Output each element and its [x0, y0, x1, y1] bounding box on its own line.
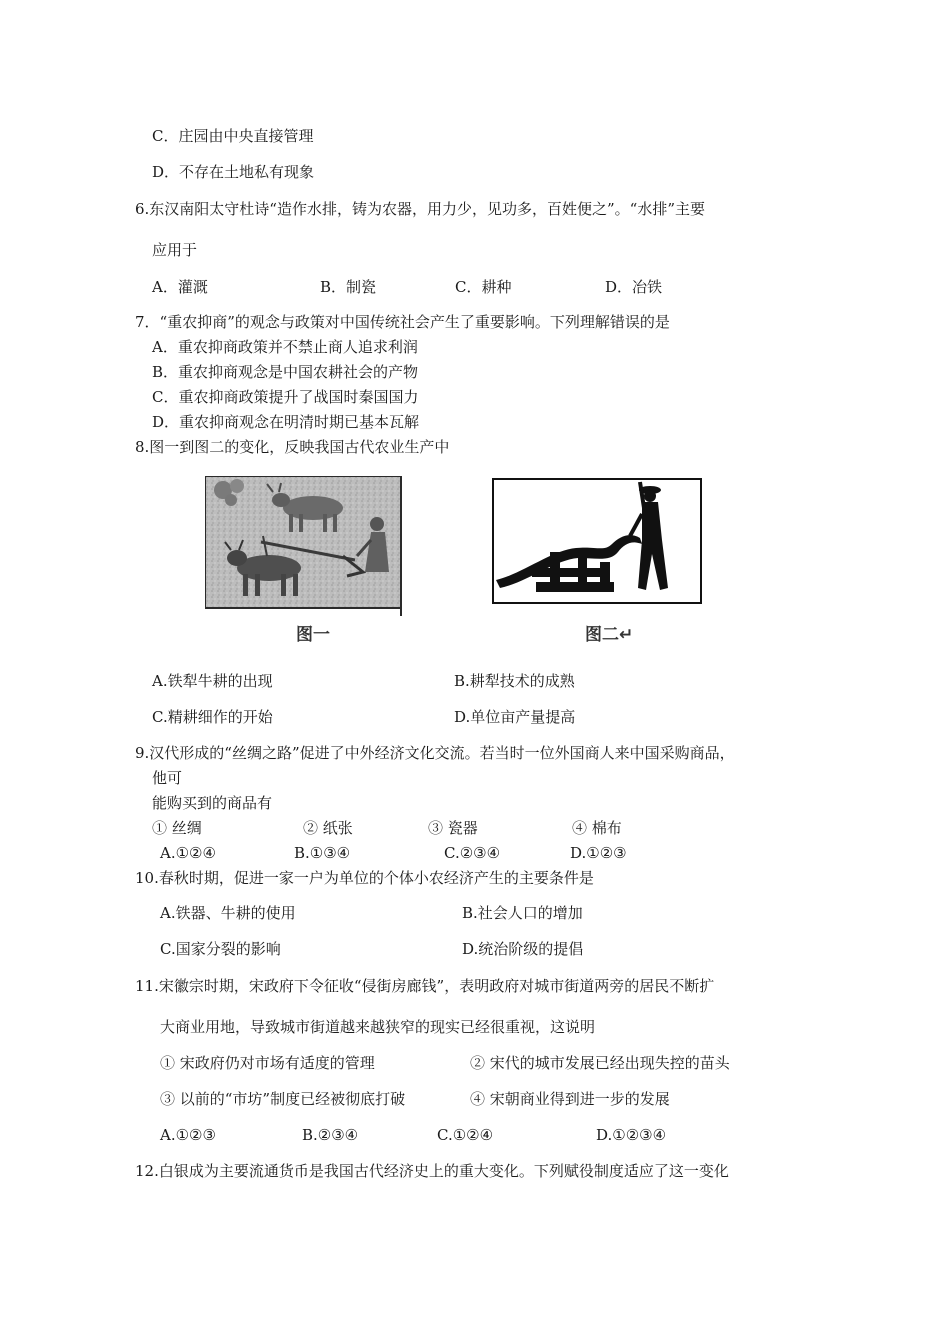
q12-stem: 12.白银成为主要流通货币是我国古代经济史上的重大变化。下列赋役制度适应了这一变化	[135, 1162, 729, 1180]
q11-item-2: ② 宋代的城市发展已经出现失控的苗头	[470, 1054, 730, 1072]
q9-item-1: ① 丝绸	[152, 819, 202, 837]
q10-stem: 10.春秋时期，促进一家一户为单位的个体小农经济产生的主要条件是	[135, 869, 594, 887]
figure-two-silhouette	[492, 478, 702, 604]
q6-stem: 6.东汉南阳太守杜诗“造作水排，铸为农器，用力少，见功多，百姓便之”。“水排”主要	[135, 200, 705, 218]
q11-option-b: B.②③④	[302, 1126, 359, 1144]
q9-option-b: B.①③④	[294, 844, 351, 862]
q11-option-d: D.①②③④	[596, 1126, 667, 1144]
q11-item-3: ③ 以前的“市坊”制度已经被彻底打破	[160, 1090, 406, 1108]
q9-stem-continued-1: 他可	[152, 769, 183, 787]
q8-option-b: B.耕犁技术的成熟	[454, 672, 575, 690]
q11-item-4: ④ 宋朝商业得到进一步的发展	[470, 1090, 670, 1108]
q10-option-b: B.社会人口的增加	[462, 904, 583, 922]
q6-stem-continued: 应用于	[152, 241, 198, 259]
figure-one-caption: 图一	[296, 625, 330, 645]
q9-option-c: C.②③④	[444, 844, 501, 862]
q8-option-c: C.精耕细作的开始	[152, 708, 273, 726]
q9-stem: 9.汉代形成的“丝绸之路”促进了中外经济文化交流。若当时一位外国商人来中国采购商品，	[135, 744, 735, 762]
q11-stem-continued: 大商业用地，导致城市街道越来越狭窄的现实已经很重视，这说明	[160, 1018, 596, 1036]
q8-stem: 8.图一到图二的变化，反映我国古代农业生产中	[135, 438, 450, 456]
q6-option-d: D．冶铁	[605, 278, 663, 296]
q6-option-b: B．制瓷	[320, 278, 377, 296]
q9-option-a: A.①②④	[160, 844, 216, 862]
q5-option-c: C．庄园由中央直接管理	[152, 127, 314, 145]
q6-option-a: A．灌溉	[152, 278, 208, 296]
q8-option-a: A.铁犁牛耕的出现	[152, 672, 273, 690]
q7-option-d: D．重农抑商观念在明清时期已基本瓦解	[152, 413, 420, 431]
q10-option-a: A.铁器、牛耕的使用	[160, 904, 296, 922]
q10-option-c: C.国家分裂的影响	[160, 940, 281, 958]
figure-one-relief	[205, 476, 403, 616]
q11-option-c: C.①②④	[437, 1126, 494, 1144]
q11-item-1: ① 宋政府仍对市场有适度的管理	[160, 1054, 375, 1072]
q7-stem: 7．“重农抑商”的观念与政策对中国传统社会产生了重要影响。下列理解错误的是	[135, 313, 670, 331]
q9-stem-continued-2: 能购买到的商品有	[152, 794, 273, 812]
q10-option-d: D.统治阶级的提倡	[462, 940, 584, 958]
q9-item-2: ② 纸张	[303, 819, 353, 837]
figure-two-caption: 图二↵	[585, 625, 634, 645]
q7-option-c: C．重农抑商政策提升了战国时秦国国力	[152, 388, 419, 406]
q6-option-c: C．耕种	[455, 278, 512, 296]
q9-option-d: D.①②③	[570, 844, 627, 862]
q7-option-a: A．重农抑商政策并不禁止商人追求利润	[152, 338, 418, 356]
q11-option-a: A.①②③	[160, 1126, 216, 1144]
q9-item-3: ③ 瓷器	[428, 819, 478, 837]
q8-option-d: D.单位亩产量提高	[454, 708, 576, 726]
q7-option-b: B．重农抑商观念是中国农耕社会的产物	[152, 363, 419, 381]
q11-stem: 11.宋徽宗时期，宋政府下令征收“侵街房廊钱”，表明政府对城市街道两旁的居民不断扩	[135, 977, 715, 995]
q5-option-d: D．不存在土地私有现象	[152, 163, 315, 181]
q9-item-4: ④ 棉布	[572, 819, 622, 837]
